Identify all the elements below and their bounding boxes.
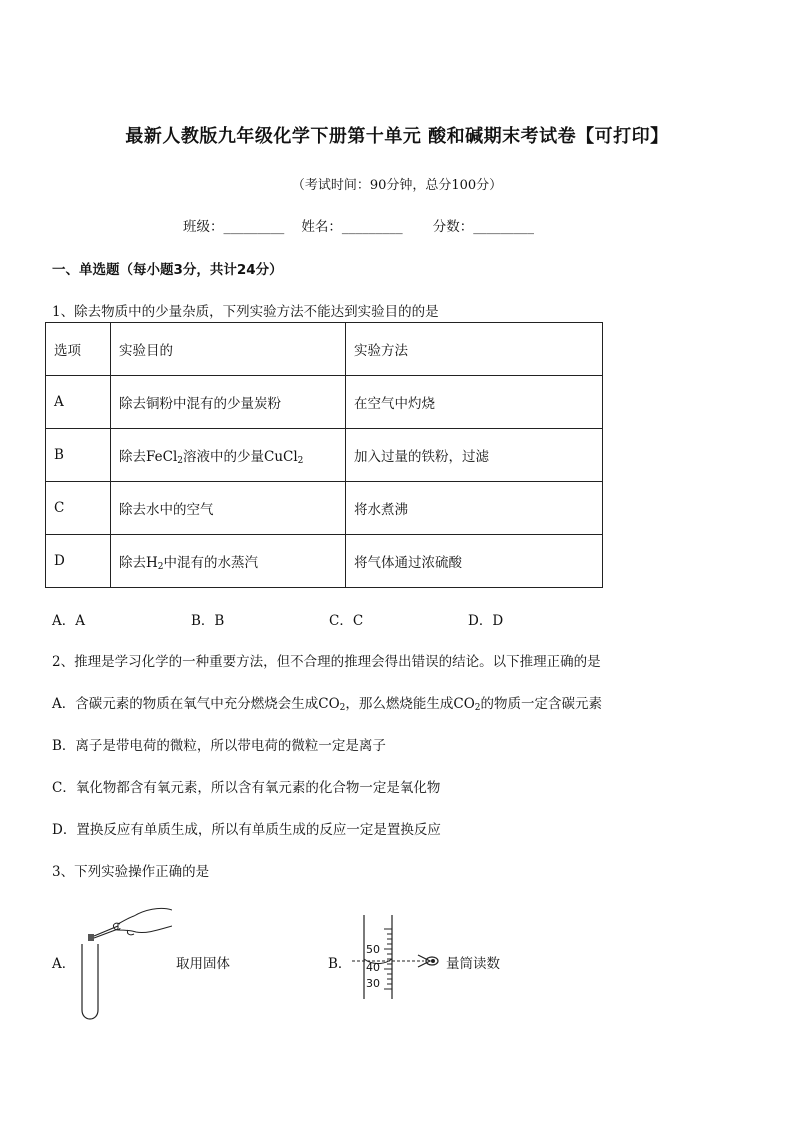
table-row [46,535,603,588]
purpose-text: 除去FeCl [119,448,178,465]
question-2-option-d[interactable]: D．置换反应有单质生成，所以有单质生成的反应一定是置换反应 [52,822,441,838]
purpose-cell: 除去铜粉中混有的少量炭粉 [111,376,346,429]
purpose-text: 中混有的水蒸汽 [163,554,259,571]
purpose-cell [111,429,346,482]
option-cell: D [46,535,111,588]
class-field: 班级：_________ [183,219,285,235]
method-cell: 在空气中灼烧 [346,376,603,429]
purpose-cell [111,535,346,588]
table-row [46,429,603,482]
option-cell: C [46,482,111,535]
option-text: 的物质一定含碳元素 [480,696,603,712]
question-1-stem: 1、除去物质中的少量杂质，下列实验方法不能达到实验目的的是 [52,304,439,320]
table-row [46,482,603,535]
scale-label: 30 [366,977,380,990]
option-text: A．含碳元素的物质在氧气中充分燃烧会生成CO [52,696,340,712]
choice-b[interactable]: B．B [191,613,225,629]
question-1-choices [52,609,752,629]
question-2-option-a[interactable] [52,692,602,713]
question-3-stem: 3、下列实验操作正确的是 [52,864,210,880]
table-row [46,376,603,429]
student-info-fields [183,215,534,235]
scale-label: 40 [366,961,380,974]
purpose-text: 除去H [119,554,158,571]
choice-d[interactable]: D．D [468,613,504,629]
question-2-option-c[interactable]: C．氧化物都含有氧元素，所以含有氧元素的化合物一定是氧化物 [52,780,441,796]
question-2-stem: 2、推理是学习化学的一种重要方法，但不合理的推理会得出错误的结论。以下推理正确的是 [52,654,601,670]
option-cell: B [46,429,111,482]
page-title: 最新人教版九年级化学下册第十单元 酸和碱期末考试卷【可打印】 [125,126,669,147]
exam-info: （考试时间：90分钟，总分100分） [291,178,503,193]
method-cell: 加入过量的铁粉，过滤 [346,429,603,482]
question-3-option-b-caption: 量筒读数 [446,956,500,972]
choice-a[interactable]: A．A [52,613,85,629]
table-header-cell: 实验方法 [346,323,603,376]
scale-label: 50 [366,943,380,956]
score-field: 分数：_________ [432,219,534,235]
section-heading: 一、单选题（每小题3分，共计24分） [52,262,283,278]
subscript: 2 [297,455,304,466]
table-header-row [46,323,603,376]
method-cell: 将气体通过浓硫酸 [346,535,603,588]
option-cell: A [46,376,111,429]
subscript: 2 [157,561,164,572]
option-text: ，那么燃烧能生成CO [345,696,475,712]
question-3-option-a-letter[interactable]: A． [52,956,76,972]
purpose-cell: 除去水中的空气 [111,482,346,535]
cylinder-scale-labels [366,940,380,994]
name-field: 姓名：_________ [301,219,403,235]
choice-c[interactable]: C．C [329,613,364,629]
question-1-table [45,322,603,588]
question-3-option-b-letter[interactable]: B． [328,956,352,972]
subscript: 2 [474,703,481,713]
subscript: 2 [177,455,183,466]
test-tube-solid-illustration [72,900,172,1022]
purpose-text: 溶液中的少量CuCl [183,448,298,465]
question-3-option-a-caption: 取用固体 [176,956,230,972]
question-2-option-b[interactable]: B．离子是带电荷的微粒，所以带电荷的微粒一定是离子 [52,738,386,754]
subscript: 2 [339,703,346,713]
table-header-cell: 实验目的 [111,323,346,376]
method-cell: 将水煮沸 [346,482,603,535]
table-header-cell: 选项 [46,323,111,376]
